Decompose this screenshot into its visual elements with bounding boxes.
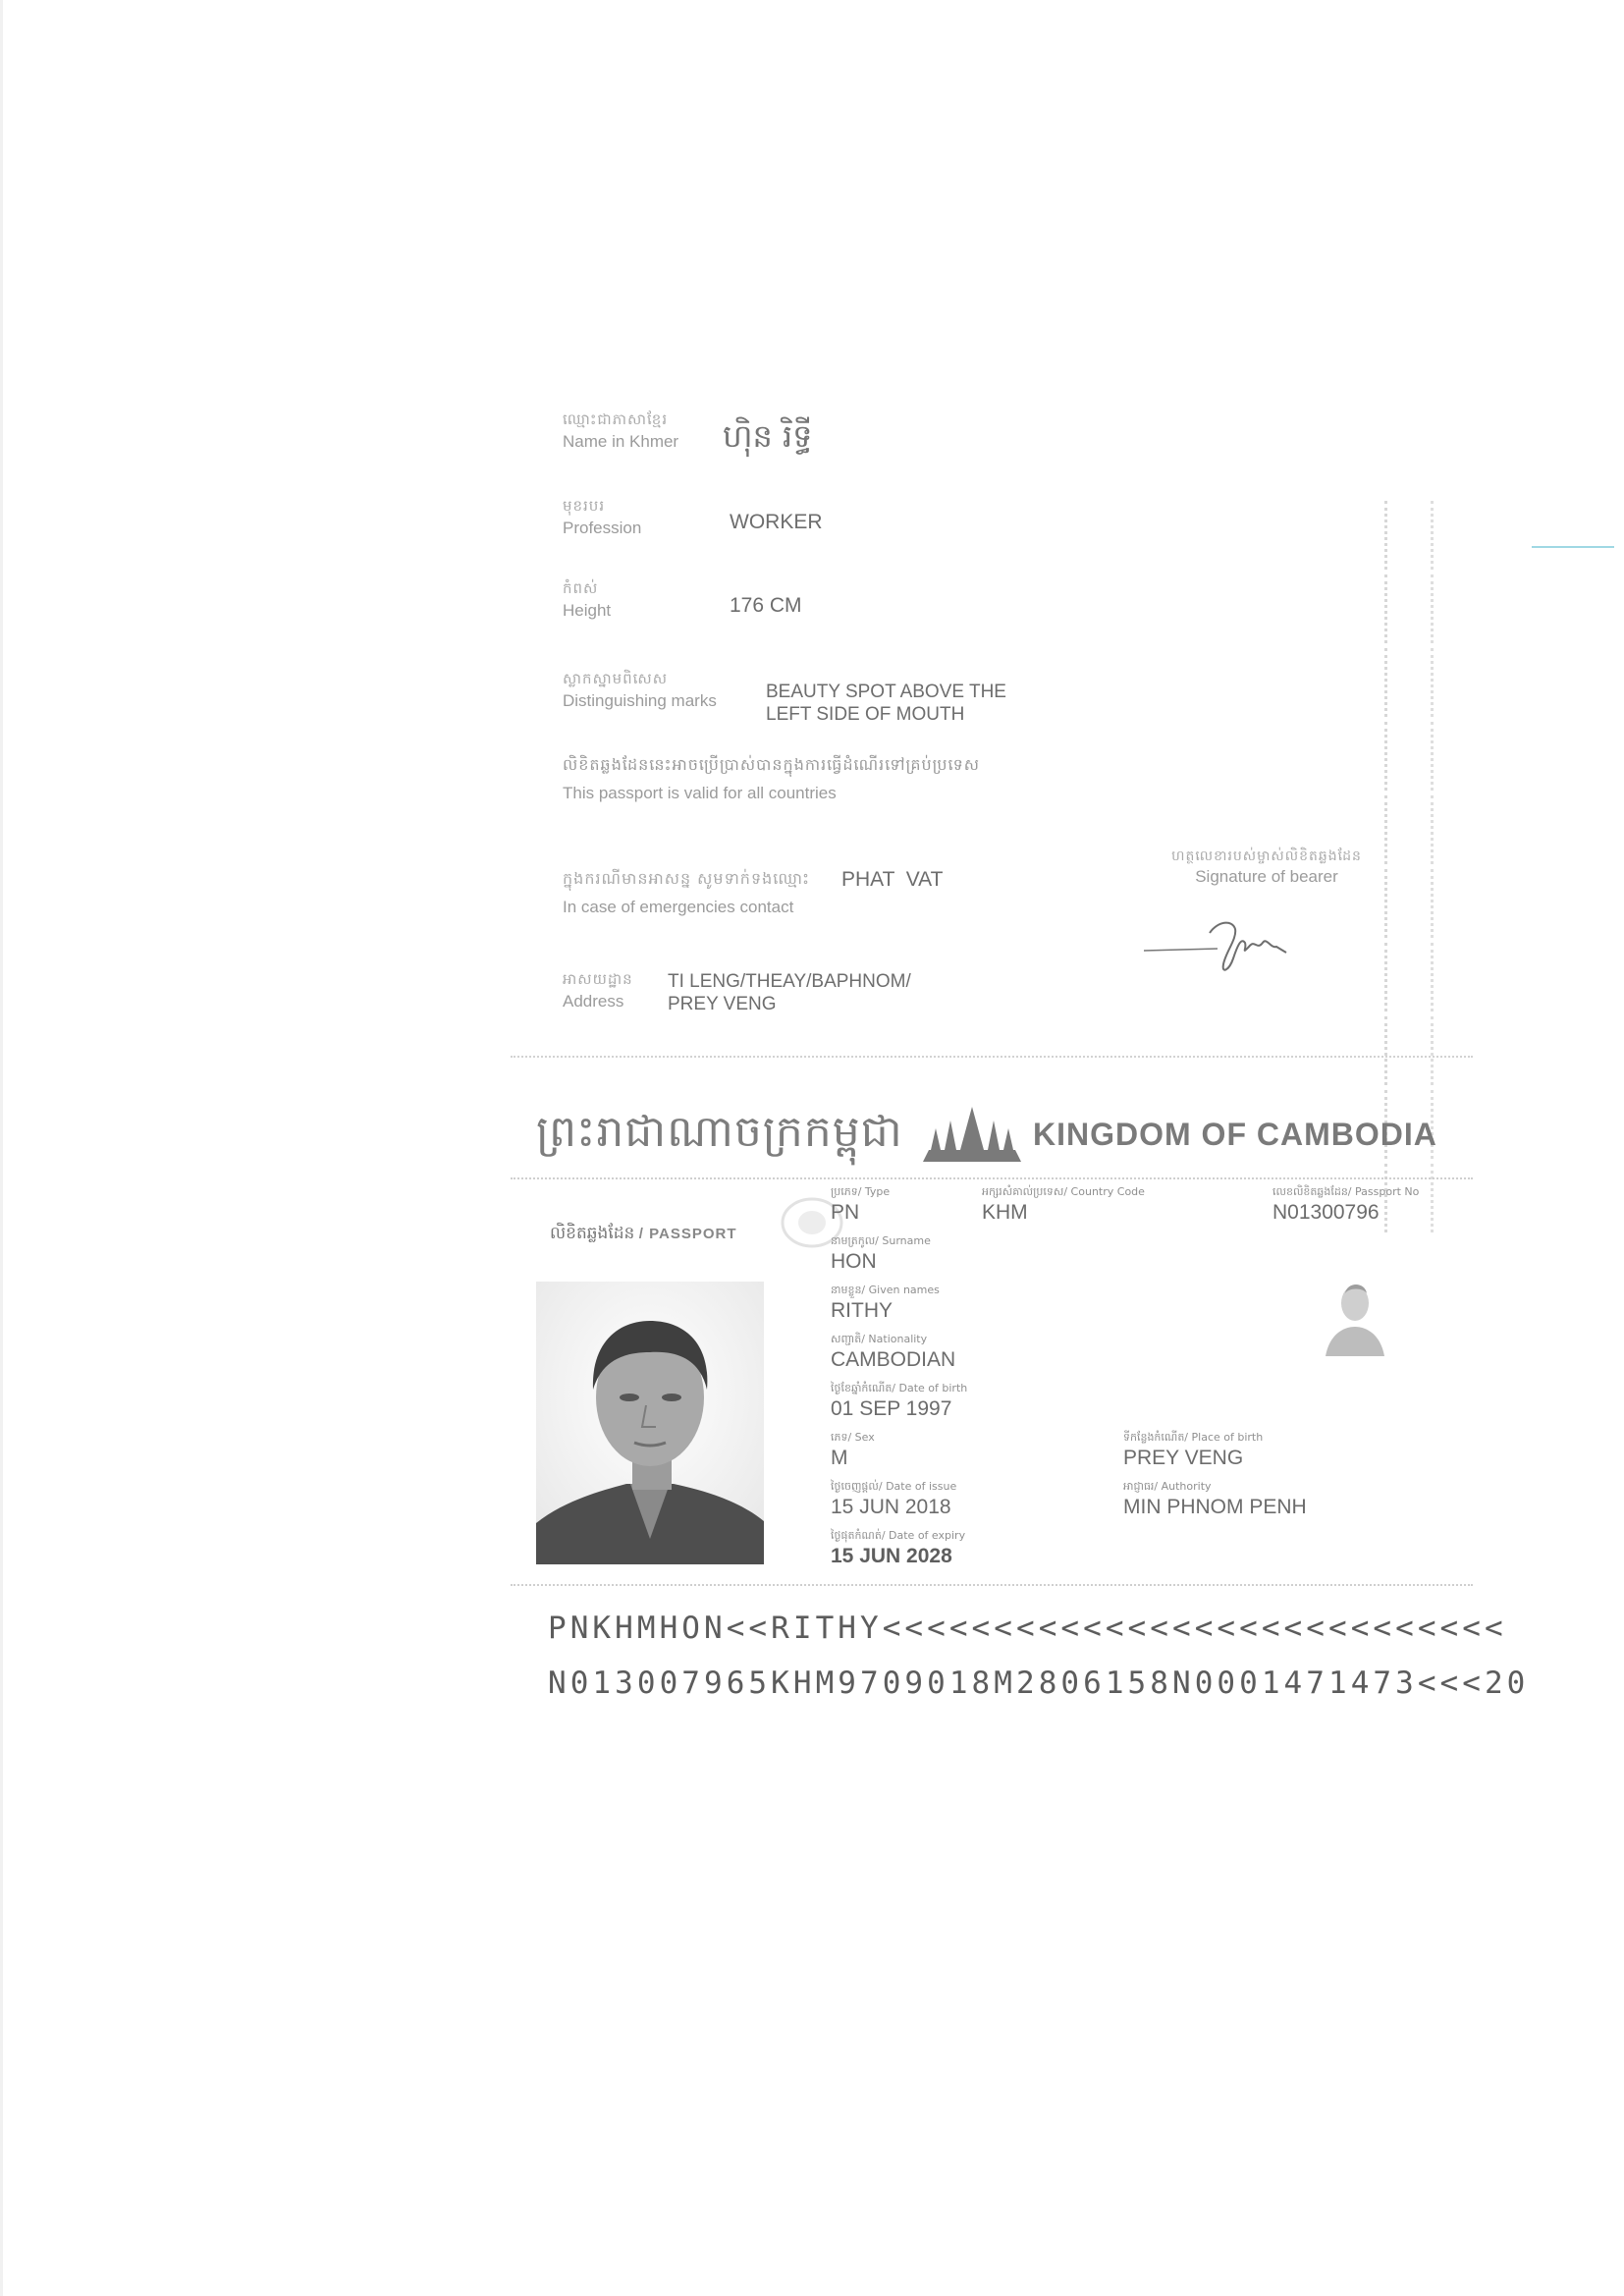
document-label-en: / PASSPORT <box>638 1226 737 1242</box>
nationality-value: CAMBODIAN <box>831 1348 956 1371</box>
passport-number-label: លេខលិខិតឆ្លងដែន/ Passport No <box>1272 1185 1420 1198</box>
emergency-value: PHAT VAT <box>841 868 944 891</box>
passport-data-page <box>511 1085 1473 1596</box>
marks-value-line2: LEFT SIDE OF MOUTH <box>766 704 965 725</box>
nationality-field <box>831 1333 955 1372</box>
profession-label: Profession <box>563 519 642 537</box>
type-value: PN <box>831 1201 860 1224</box>
type-field <box>831 1185 890 1225</box>
height-value: 176 CM <box>730 594 802 617</box>
country-code-value: KHM <box>982 1201 1028 1224</box>
surname-field <box>831 1234 931 1274</box>
distinguishing-marks-field <box>563 670 717 711</box>
name-in-khmer-label-kh: ឈ្មោះជាភាសាខ្មែរ <box>563 410 669 428</box>
address-label-kh: អាសយដ្ឋាន <box>563 970 633 988</box>
ghost-photo <box>1320 1272 1390 1356</box>
country-code-label: អក្សរសំគាល់ប្រទេស/ Country Code <box>982 1185 1145 1198</box>
kingdom-title: KINGDOM OF CAMBODIA <box>1033 1117 1437 1152</box>
given-names-field <box>831 1284 940 1323</box>
date-of-issue-field <box>831 1480 956 1519</box>
observations-page <box>511 403 1473 1063</box>
surname-value: HON <box>831 1250 877 1273</box>
mrz-line-1: PNKHMHON<<RITHY<<<<<<<<<<<<<<<<<<<<<<<<<<<< <box>548 1611 1507 1646</box>
edge-mark <box>1532 546 1614 548</box>
holder-photo <box>536 1282 764 1564</box>
authority-label: អាជ្ញាធរ/ Authority <box>1123 1480 1212 1493</box>
validity-label-kh: លិខិតឆ្លងដែននេះអាចប្រើប្រាស់បានក្នុងការធ្វើដំណើរទៅគ្រប់ប្រទេស <box>563 755 981 774</box>
country-code-field <box>982 1185 1145 1225</box>
surname-label: នាមត្រកូល/ Surname <box>831 1234 931 1247</box>
height-label: Height <box>563 601 612 620</box>
emergency-label-kh: ក្នុងករណីមានអាសន្ន សូមទាក់ទងឈ្មោះ <box>563 869 810 888</box>
place-of-birth-label: ទីកន្លែងកំណើត/ Place of birth <box>1123 1431 1264 1444</box>
emergency-contact-field <box>563 868 810 917</box>
address-label: Address <box>563 992 624 1011</box>
validity-label: This passport is valid for all countries <box>563 784 837 802</box>
address-field <box>563 970 633 1011</box>
name-in-khmer-field <box>563 410 678 452</box>
date-of-birth-value: 01 SEP 1997 <box>831 1397 952 1420</box>
address-value-line2: PREY VENG <box>668 994 777 1014</box>
given-names-label: នាមខ្លួន/ Given names <box>831 1284 940 1296</box>
date-of-issue-value: 15 JUN 2018 <box>831 1496 951 1518</box>
profession-label-kh: មុខរបរ <box>563 497 606 515</box>
kingdom-title-kh: ព្រះរាជាណាចក្រកម្ពុជា <box>536 1107 903 1157</box>
nationality-label: សញ្ជាតិ/ Nationality <box>831 1333 928 1345</box>
place-of-birth-field <box>1123 1431 1263 1470</box>
signature-label: Signature of bearer <box>1195 867 1338 886</box>
marks-label: Distinguishing marks <box>563 691 717 710</box>
authority-field <box>1123 1480 1307 1519</box>
height-label-kh: កំពស់ <box>563 579 599 597</box>
marks-value <box>766 681 1006 726</box>
date-of-issue-label: ថ្ងៃចេញផ្តល់/ Date of issue <box>831 1480 957 1493</box>
marks-label-kh: ស្លាកស្នាមពិសេស <box>563 670 668 687</box>
name-in-khmer-label: Name in Khmer <box>563 432 679 451</box>
scan-edge <box>0 0 3 2296</box>
address-value <box>668 970 911 1015</box>
passport-number-value: N01300796 <box>1272 1201 1380 1224</box>
signature-field <box>1119 847 1414 887</box>
sex-value: M <box>831 1447 848 1469</box>
mrz-line-2: N013007965KHM9709018M2806158N0001471473<<<20 <box>548 1666 1530 1701</box>
profession-value: WORKER <box>730 511 823 533</box>
place-of-birth-value: PREY VENG <box>1123 1447 1244 1469</box>
marks-value-line1: BEAUTY SPOT ABOVE THE <box>766 682 1006 702</box>
angkor-temple-emblem-icon <box>923 1107 1021 1162</box>
signature-label-kh: ហត្ថលេខារបស់ម្ចាស់លិខិតឆ្លងដែន <box>1171 848 1362 864</box>
date-of-expiry-value: 15 JUN 2028 <box>831 1545 952 1567</box>
date-of-birth-field <box>831 1382 967 1421</box>
validity-note <box>563 754 980 803</box>
document-label <box>550 1223 737 1247</box>
signature-mark <box>1139 903 1316 982</box>
date-of-birth-label: ថ្ងៃខែឆ្នាំកំណើត/ Date of birth <box>831 1382 968 1394</box>
emergency-label: In case of emergencies contact <box>563 898 794 916</box>
date-of-expiry-field <box>831 1529 965 1568</box>
given-names-value: RITHY <box>831 1299 893 1322</box>
sex-label: ភេទ/ Sex <box>831 1431 875 1444</box>
document-label-kh: លិខិតឆ្លងដែន <box>550 1224 635 1243</box>
page-fold-line <box>511 1056 1473 1058</box>
type-label: ប្រភេទ/ Type <box>831 1185 891 1198</box>
date-of-expiry-label: ថ្ងៃផុតកំណត់/ Date of expiry <box>831 1529 966 1542</box>
passport-number-field <box>1272 1185 1419 1225</box>
height-field <box>563 579 611 621</box>
name-in-khmer-value: ហ៊ិន រិទ្ធី <box>723 417 813 455</box>
sex-field <box>831 1431 875 1470</box>
header-divider <box>511 1177 1473 1179</box>
authority-value: MIN PHNOM PENH <box>1123 1496 1307 1518</box>
profession-field <box>563 497 641 538</box>
address-value-line1: TI LENG/THEAY/BAPHNOM/ <box>668 971 911 992</box>
data-page-bottom-line <box>511 1584 1473 1586</box>
